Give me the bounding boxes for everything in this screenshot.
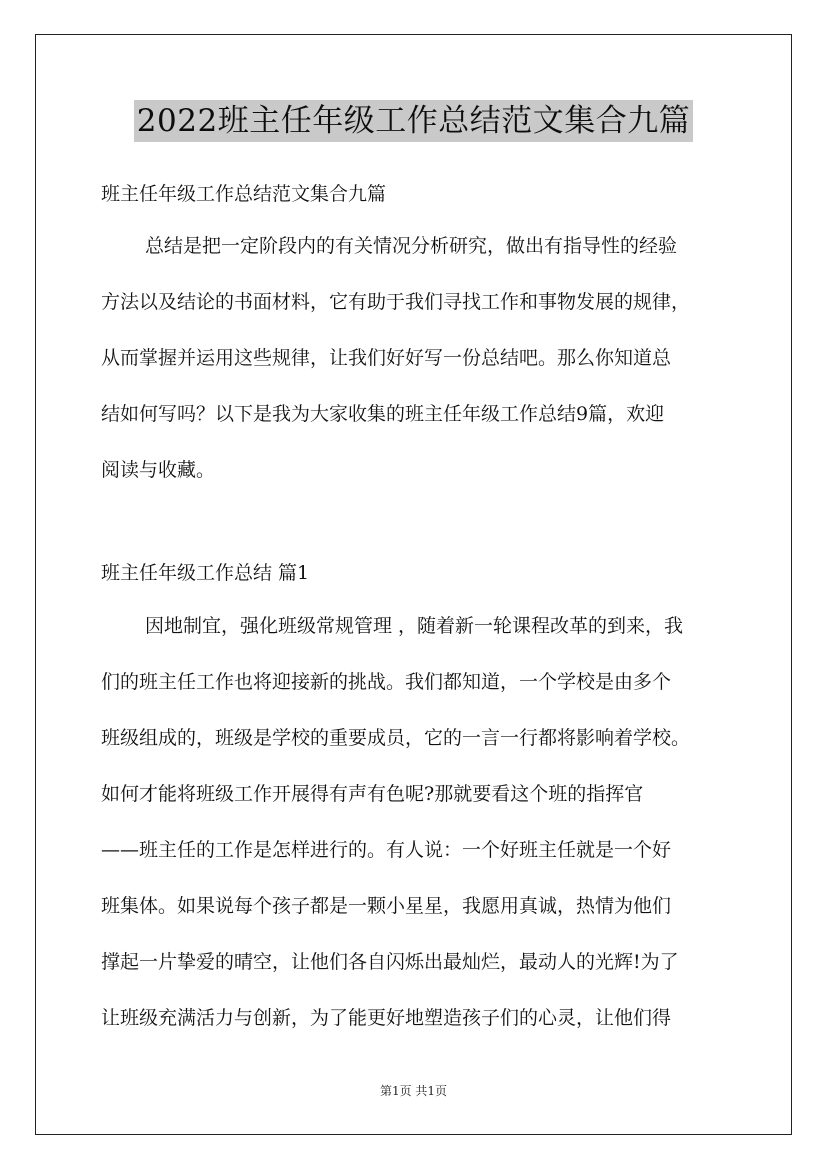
section-paragraph [101, 611, 741, 1059]
section-heading: 班主任年级工作总结 篇1 [101, 562, 310, 584]
section-line: 让班级充满活力与创新，为了能更好地塑造孩子们的心灵，让他们得 [101, 1007, 672, 1029]
document-subtitle: 班主任年级工作总结范文集合九篇 [101, 183, 387, 205]
section-line: 如何才能将班级工作开展得有声有色呢?那就要看这个班的指挥官 [101, 783, 644, 805]
intro-paragraph [101, 231, 741, 511]
section-line: 撑起一片挚爱的晴空，让他们各自闪烁出最灿烂，最动人的光辉!为了 [101, 951, 679, 973]
section-line: 因地制宜，强化班级常规管理 ，随着新一轮课程改革的到来，我 [145, 615, 684, 637]
document-title: 2022班主任年级工作总结范文集合九篇 [134, 100, 693, 142]
intro-line: 从而掌握并运用这些规律，让我们好好写一份总结吧。那么你知道总 [101, 347, 672, 369]
intro-line: 结如何写吗？以下是我为大家收集的班主任年级工作总结9篇，欢迎 [101, 403, 665, 425]
intro-line: 方法以及结论的书面材料，它有助于我们寻找工作和事物发展的规律， [101, 291, 691, 313]
intro-line: 阅读与收藏。 [101, 459, 216, 481]
intro-line: 总结是把一定阶段内的有关情况分析研究，做出有指导性的经验 [145, 235, 678, 257]
section-line: 们的班主任工作也将迎接新的挑战。我们都知道，一个学校是由多个 [101, 671, 672, 693]
page-footer: 第1页 共1页 [379, 1084, 448, 1098]
section-line: 班级组成的，班级是学校的重要成员，它的一言一行都将影响着学校。 [101, 727, 691, 749]
title-container [0, 100, 827, 142]
section-line: 班集体。如果说每个孩子都是一颗小星星，我愿用真诚，热情为他们 [101, 895, 672, 917]
section-line: ——班主任的工作是怎样进行的。有人说：一个好班主任就是一个好 [101, 839, 672, 861]
